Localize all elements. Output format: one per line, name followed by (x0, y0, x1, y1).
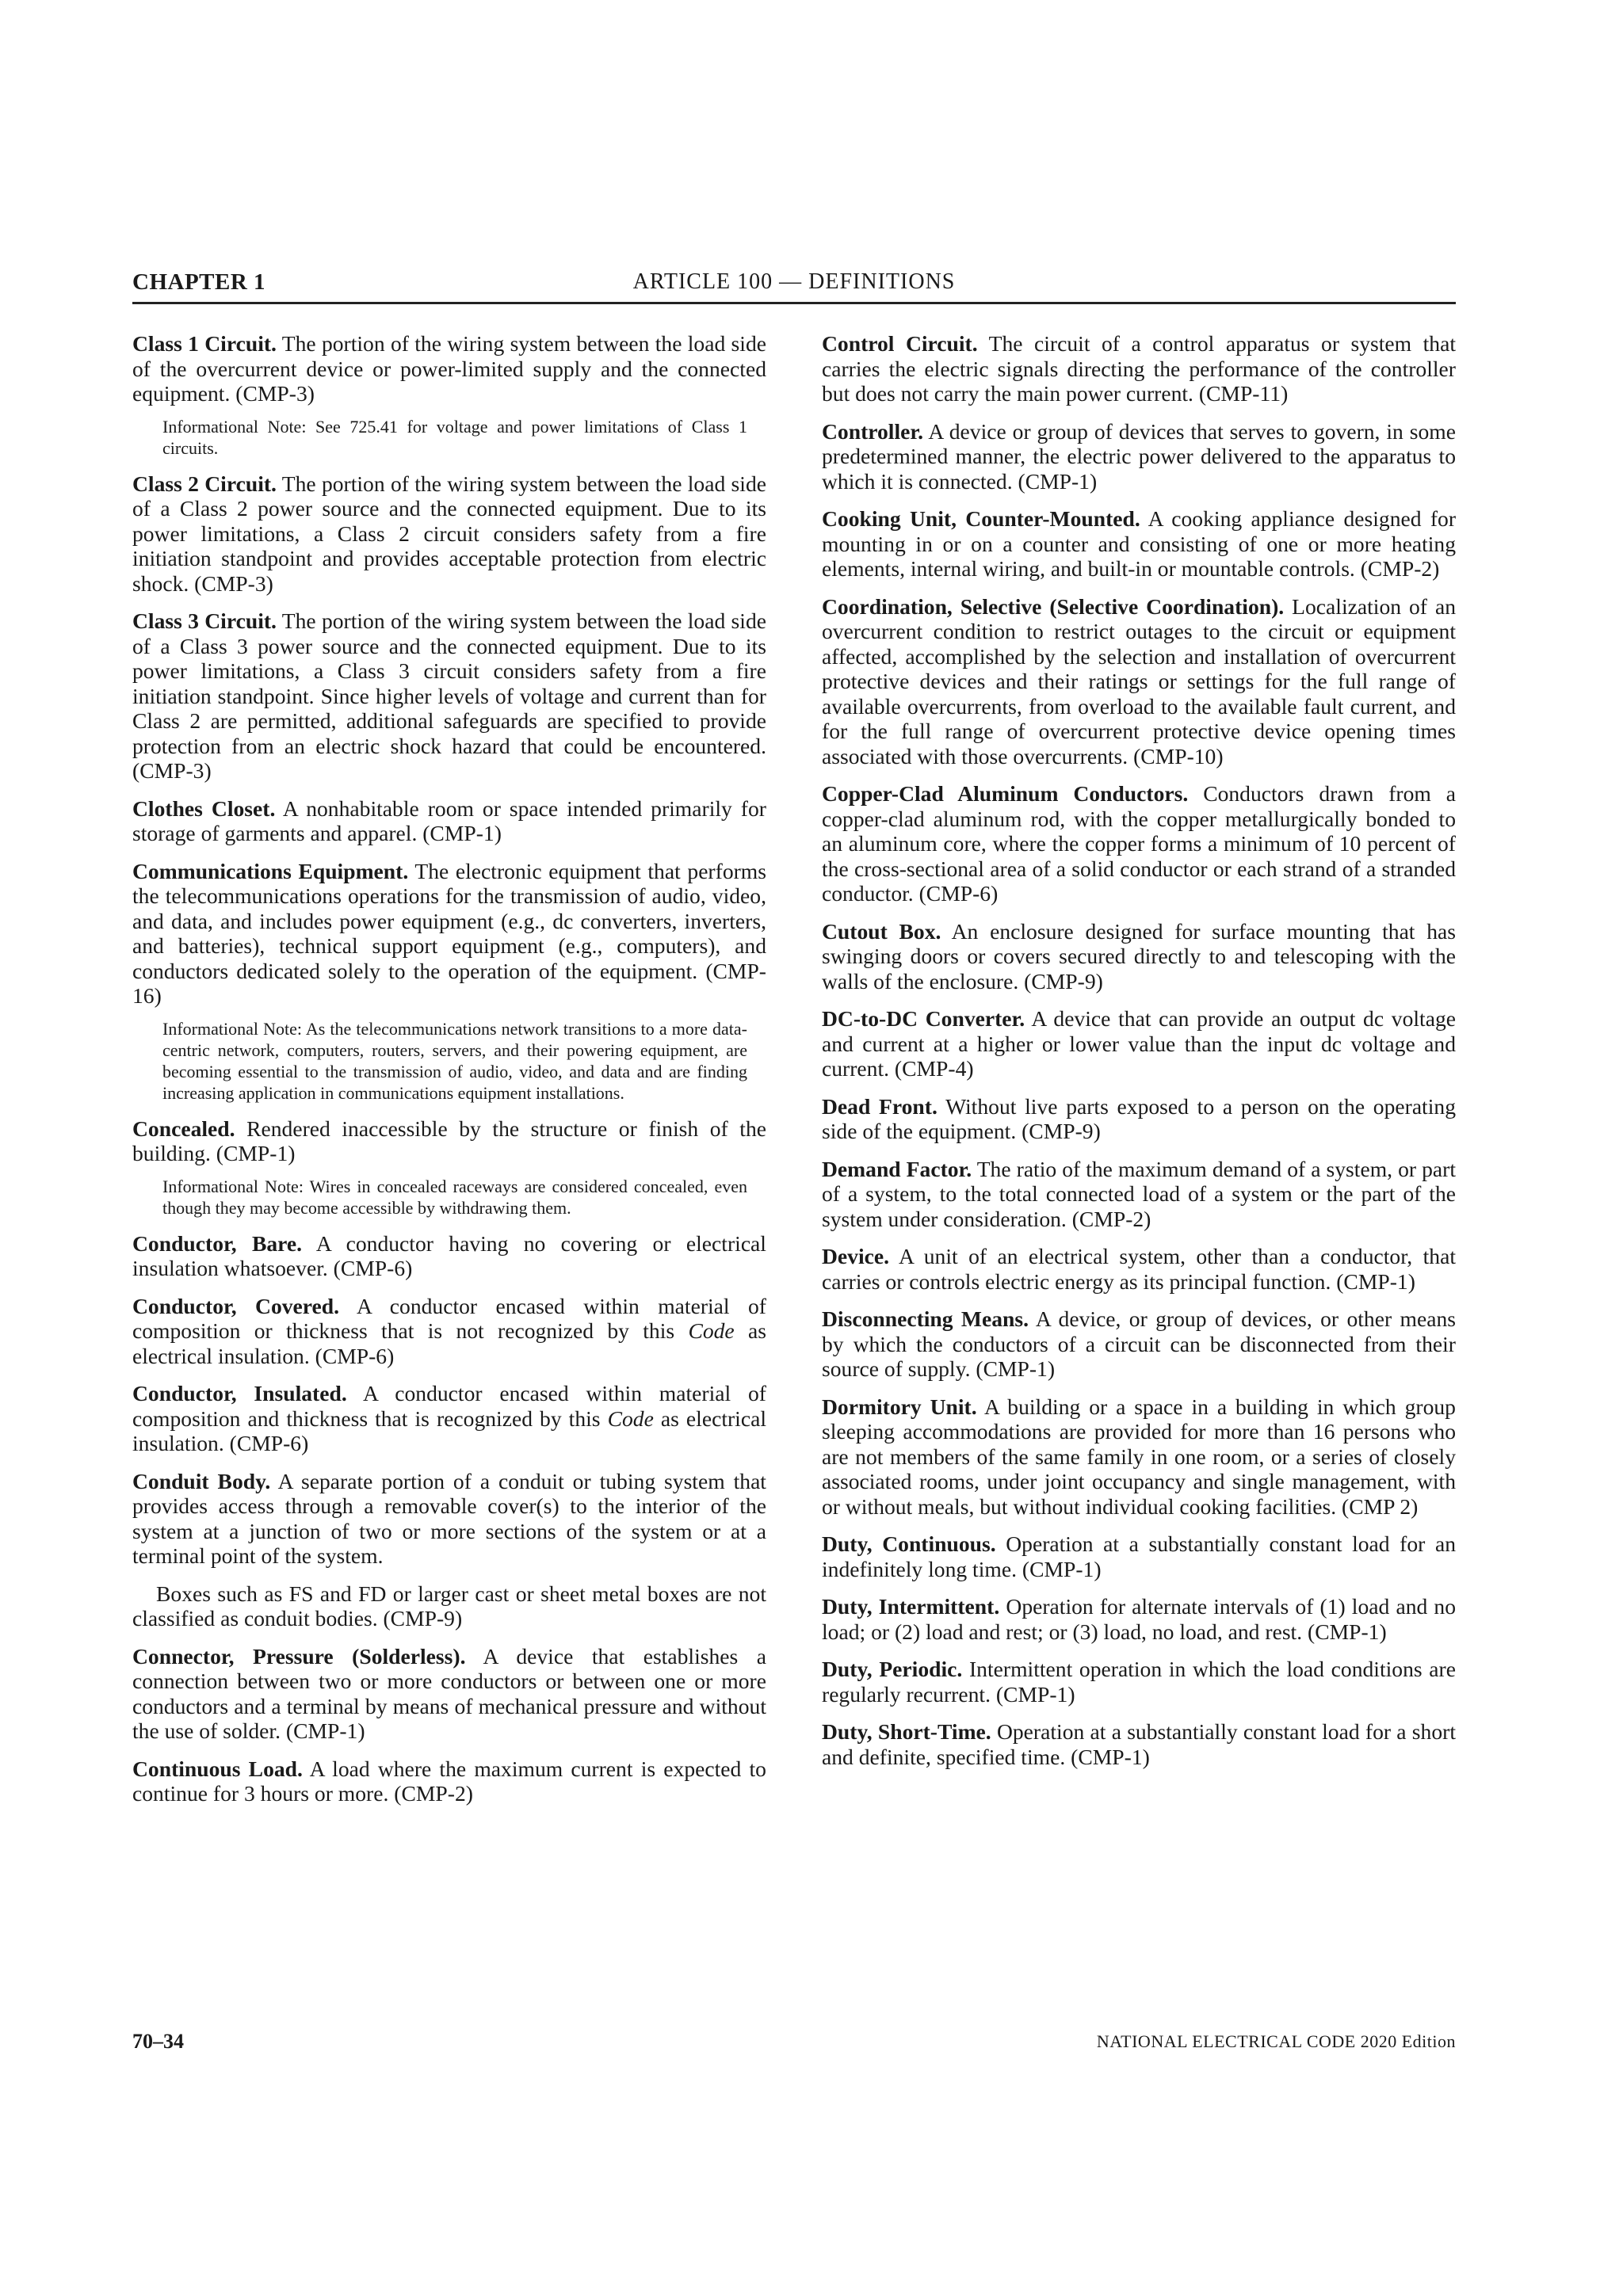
definition-term: Class 3 Circuit. (132, 608, 277, 633)
definition-text: A load where the maximum current is expected to continue for 3 hours or more. (CMP-2) (132, 1756, 766, 1806)
definition-text: Intermittent operation in which the load conditions are regularly recurrent. (CMP-1) (822, 1657, 1456, 1707)
definition-term: Conduit Body. (132, 1468, 271, 1493)
edition-label: NATIONAL ELECTRICAL CODE 2020 Edition (1096, 2031, 1456, 2051)
definition-entry (822, 1657, 1456, 1707)
definition-entry (132, 331, 766, 406)
definition-text: Operation for alternate intervals of (1) load and no load; or (2) load and rest; or (3) load, no load, and rest. (CMP-1) (822, 1594, 1457, 1644)
header-rule (132, 302, 1456, 304)
definition-entry (132, 1231, 766, 1281)
definition-text: A device that can provide an output dc voltage and current at a higher or lower value than the input dc voltage and current. (CMP-4) (822, 1006, 1456, 1081)
definition-term: Duty, Periodic. (822, 1657, 963, 1681)
definition-entry (822, 331, 1456, 406)
definition-term: Connector, Pressure (Solderless). (132, 1643, 466, 1669)
definition-term: Dormitory Unit. (822, 1394, 977, 1419)
definition-text: A unit of an electrical system, other than a conductor, that carries or controls electric energy as its principal function. (CMP-1) (822, 1244, 1456, 1294)
right-column (822, 331, 1456, 1782)
definition-term: Clothes Closet. (132, 795, 276, 821)
definition-text: Localization of an overcurrent condition to restrict outages to the circuit or equipment affected, accomplished by the selection and installation of overcurrent protective devices and their ratings or settings for the full range of available overcurrents, from overload to the available fault current, and for the full range of overcurrent protective device opening times associated with those overcurrents. (CMP-10) (822, 593, 1456, 769)
definition-term: Demand Factor. (822, 1156, 972, 1181)
definition-text: A nonhabitable room or space intended primarily for storage of garments and apparel. (CMP-1) (132, 795, 766, 845)
definition-text: A conductor encased within material of composition or thickness that is not recognized by this (132, 1293, 766, 1343)
definition-term: Duty, Intermittent. (822, 1594, 1000, 1619)
definition-text: A device, or group of devices, or other means by which the conductors of a circuit can be disconnected from their source of supply. (CMP-1) (822, 1306, 1456, 1381)
page-number: 70–34 (132, 2030, 184, 2053)
definition-term: Cooking Unit, Counter-Mounted. (822, 506, 1140, 531)
definition-term: Device. (822, 1244, 890, 1268)
definition-entry (822, 1157, 1456, 1232)
definition-text: An enclosure designed for surface mounting that has swinging doors or covers secured directly to and telescoping with the walls of the enclosure. (CMP-9) (822, 918, 1456, 994)
page-footer (132, 2030, 1456, 2061)
definition-text: Without live parts exposed to a person on the operating side of the equipment. (CMP-9) (822, 1093, 1456, 1143)
definition-term: Duty, Continuous. (822, 1531, 996, 1556)
definition-text: as electrical insulation. (CMP-6) (132, 1318, 766, 1368)
code-reference: Code (688, 1318, 735, 1343)
definition-entry (822, 419, 1456, 494)
definition-text: A separate portion of a conduit or tubing system that provides access through a removable cover(s) to the interior of the system at a junction of two or more sections of the system or at a terminal point of the system. (132, 1468, 766, 1568)
definition-term: Copper-Clad Aluminum Conductors. (822, 781, 1189, 806)
definition-term: Conductor, Insulated. (132, 1381, 347, 1405)
paragraph: Boxes such as FS and FD or larger cast or sheet metal boxes are not classified as conduit bodies. (CMP-9) (132, 1581, 766, 1630)
definition-text: The portion of the wiring system between the load side of the overcurrent device or power-limited supply and the connected equipment. (CMP-3) (132, 331, 766, 406)
article-title: ARTICLE 100 — DEFINITIONS (632, 269, 956, 294)
definition-entry (822, 1244, 1456, 1294)
definition-term: Communications Equipment. (132, 858, 409, 883)
definition-text: The circuit of a control apparatus or system that carries the electric signals directing the performance of the controller but does not carry the main power current. (CMP-11) (822, 331, 1457, 406)
definition-entry (132, 796, 766, 846)
definition-term: Class 2 Circuit. (132, 471, 277, 496)
definition-entry (132, 1116, 766, 1166)
definition-text: Operation at a substantially constant load for a short and definite, specified time. (CMP-1) (822, 1719, 1456, 1769)
definition-entry (132, 859, 766, 1009)
chapter-label: CHAPTER 1 (132, 269, 266, 295)
definition-term: Class 1 Circuit. (132, 331, 277, 356)
definition-text: The electronic equipment that performs the telecommunications operations for the transmission of audio, video, and data, and includes power equipment (e.g., dc converters, inverters, and batteries), technical support equipment (e.g., computers), and conductors dedicated solely to the operation of the equipment. (CMP-16) (132, 858, 767, 1008)
definition-text: A conductor having no covering or electrical insulation whatsoever. (CMP-6) (132, 1230, 766, 1280)
definition-term: Disconnecting Means. (822, 1306, 1029, 1331)
definition-term: Continuous Load. (132, 1756, 303, 1781)
left-column (132, 331, 766, 1819)
definition-text: Operation at a substantially constant load for an indefinitely long time. (CMP-1) (822, 1531, 1456, 1581)
definition-text: A device or group of devices that serves to govern, in some predetermined manner, the electric power delivered to the apparatus to which it is connected. (CMP-1) (822, 418, 1456, 494)
informational-note: Informational Note: Wires in concealed raceways are considered concealed, even though they may become accessible by withdrawing them. (162, 1176, 747, 1218)
definition-text: The portion of the wiring system between the load side of a Class 2 power source and the connected equipment. Due to its power limitations, a Class 2 circuit considers safety from a fire initiation standpoint and provides acceptable protection from electric shock. (CMP-3) (132, 471, 766, 596)
definition-entry (822, 594, 1456, 769)
definition-entry (822, 1006, 1456, 1081)
definition-entry (822, 919, 1456, 994)
definition-term: Duty, Short-Time. (822, 1719, 991, 1744)
definition-entry (132, 471, 766, 597)
definition-entry (822, 1306, 1456, 1382)
definition-term: Conductor, Bare. (132, 1230, 303, 1256)
definition-text: A device that establishes a connection between two or more conductors or between one or more conductors and a terminal by means of mechanical pressure and without the use of solder. (CMP-1) (132, 1643, 766, 1743)
definition-term: Cutout Box. (822, 918, 941, 944)
definition-entry (822, 1531, 1456, 1581)
definition-term: Controller. (822, 418, 923, 444)
definition-text: A building or a space in a building in which group sleeping accommodations are provided for more than 16 persons who are not members of the same family in one room, or a series of closely associated rooms, under joint occupancy and single management, with or without meals, but without individual cooking facilities. (CMP 2) (822, 1394, 1456, 1519)
definition-entry (132, 608, 766, 784)
code-reference: Code (607, 1405, 654, 1431)
definition-entry (132, 1756, 766, 1806)
definition-text: Rendered inaccessible by the structure or finish of the building. (CMP-1) (132, 1116, 766, 1165)
definition-term: Coordination, Selective (Selective Coordination). (822, 593, 1285, 619)
definition-entry (132, 1469, 766, 1569)
definition-text: as electrical insulation. (CMP-6) (132, 1405, 767, 1455)
definition-term: DC-to-DC Converter. (822, 1006, 1025, 1031)
definition-term: Dead Front. (822, 1093, 938, 1119)
definition-text: A conductor encased within material of composition and thickness that is recognized by this (132, 1381, 766, 1431)
informational-note: Informational Note: As the telecommunications network transitions to a more data-centric network, computers, routers, servers, and their powering equipment, are becoming essential to the transmission of audio, video, and data and are finding increasing application in communications equipment installations. (162, 1018, 747, 1103)
informational-note: Informational Note: See 725.41 for voltage and power limitations of Class 1 circuits. (162, 416, 747, 458)
definition-term: Conductor, Covered. (132, 1293, 340, 1318)
definition-term: Control Circuit. (822, 331, 978, 356)
definition-text: The portion of the wiring system between the load side of a Class 3 power source and the connected equipment. Due to its power limitations, a Class 3 circuit considers safety from a fire initiation standpoint. Since higher levels of voltage and current than for Class 2 are permitted, additional safeguards are specified to provide protection from an electric shock hazard that could be encountered. (CMP-3) (132, 608, 766, 783)
definition-entry (132, 1381, 766, 1456)
definition-entry (822, 781, 1456, 906)
definition-entry (822, 506, 1456, 582)
definition-text: Conductors drawn from a copper-clad aluminum rod, with the copper metallurgically bonded to an aluminum core, where the copper forms a minimum of 10 percent of the cross-sectional area of a solid conductor or each strand of a stranded conductor. (CMP-6) (822, 781, 1456, 906)
definition-term: Concealed. (132, 1116, 235, 1141)
definition-entry (822, 1594, 1456, 1644)
definition-text: The ratio of the maximum demand of a system, or part of a system, to the total connected load of a system or the part of the system under consideration. (CMP-2) (822, 1156, 1457, 1231)
definition-entry (822, 1719, 1456, 1769)
definition-entry (132, 1294, 766, 1369)
definition-entry (822, 1094, 1456, 1144)
page-header (132, 269, 1456, 301)
definition-text: A cooking appliance designed for mounting in or on a counter and consisting of one or more heating elements, internal wiring, and built-in or mountable controls. (CMP-2) (822, 506, 1457, 581)
definition-entry (132, 1644, 766, 1744)
definition-entry (822, 1394, 1456, 1520)
